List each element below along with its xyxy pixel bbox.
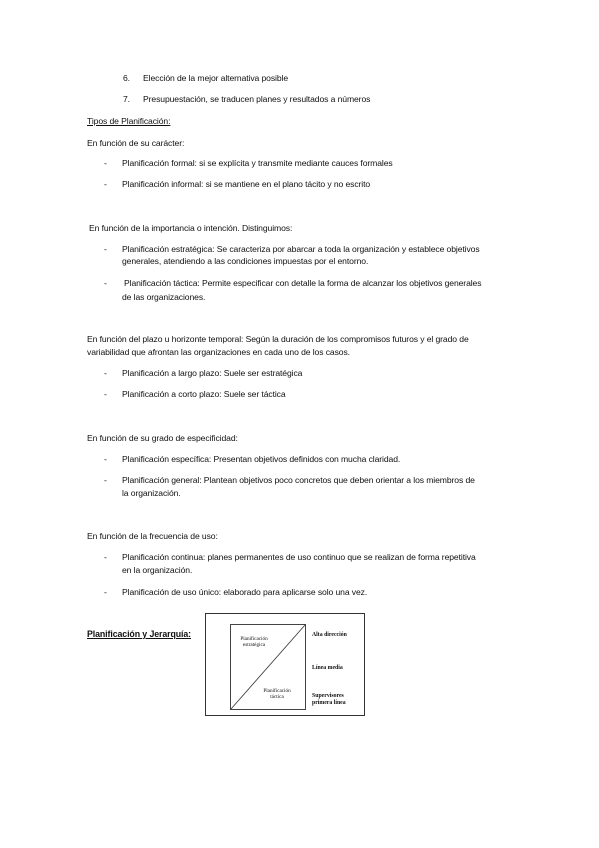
jerarquia-heading: Planificación y Jerarquía:: [87, 629, 191, 639]
bullet-dash: -: [104, 587, 107, 597]
importancia-heading: En función de la importancia o intención. Distinguimos:: [89, 223, 293, 233]
caracter-item-1: Planificación formal: si se explícita y transmite mediante cauces formales: [122, 158, 393, 168]
bullet-dash: -: [104, 552, 107, 562]
especificidad-item-2-line-1: Planificación general: Plantean objetivos poco concretos que deben orientar a los miembros de: [122, 475, 475, 485]
bullet-dash: -: [104, 278, 107, 288]
bullet-dash: -: [104, 244, 107, 254]
bullet-dash: -: [104, 158, 107, 168]
importancia-item-1-line-1: Planificación estratégica: Se caracteriza por abarcar a toda la organización y establece objetivos: [122, 244, 480, 254]
list-number-6: 6.: [123, 73, 130, 83]
plazo-heading-line-1: En función del plazo u horizonte temporal: Según la duración de los compromisos futuros y el grado de: [87, 334, 469, 344]
plazo-item-2: Planificación a corto plazo: Suele ser táctica: [122, 389, 286, 399]
label-tactica-line-1: Planificación: [263, 688, 291, 694]
hierarchy-figure: [205, 613, 365, 716]
importancia-item-2-line-1: Planificación táctica: Permite especificar con detalle la forma de alcanzar los objetivos generales: [124, 278, 482, 288]
bullet-dash: -: [104, 368, 107, 378]
level-alta-direccion: Alta dirección: [312, 632, 347, 638]
level-primera-linea: primera línea: [312, 700, 346, 706]
list-number-7: 7.: [123, 94, 130, 104]
bullet-dash: -: [104, 454, 107, 464]
label-tactica-line-2: táctica: [270, 694, 284, 700]
bullet-dash: -: [104, 179, 107, 189]
label-estrategica-line-1: Planificación: [240, 636, 268, 642]
label-tactica: [258, 688, 296, 700]
bullet-dash: -: [104, 475, 107, 485]
frecuencia-heading: En función de la frecuencia de uso:: [87, 531, 218, 541]
caracter-item-2: Planificación informal: si se mantiene en el plano tácito y no escrito: [122, 179, 371, 189]
frecuencia-item-1-line-2: en la organización.: [122, 565, 193, 575]
especificidad-item-2-line-2: la organización.: [122, 488, 181, 498]
importancia-item-2-line-2: de las organizaciones.: [122, 292, 206, 302]
caracter-heading: En función de su carácter:: [87, 138, 185, 148]
frecuencia-item-1-line-1: Planificación continua: planes permanentes de uso continuo que se realizan de forma repetitiva: [122, 552, 476, 562]
frecuencia-item-2: Planificación de uso único: elaborado para aplicarse solo una vez.: [122, 587, 368, 597]
level-linea-media: Línea media: [312, 665, 343, 671]
list-item-6: Elección de la mejor alternativa posible: [143, 73, 289, 83]
label-estrategica: [234, 636, 274, 648]
plazo-item-1: Planificación a largo plazo: Suele ser estratégica: [122, 368, 303, 378]
importancia-item-1-line-2: generales, atendiendo a las condiciones impuestas por el entorno.: [122, 256, 369, 266]
especificidad-item-1: Planificación específica: Presentan objetivos definidos con mucha claridad.: [122, 454, 401, 464]
list-item-7: Presupuestación, se traducen planes y resultados a números: [143, 94, 371, 104]
label-estrategica-line-2: estratégica: [242, 642, 266, 648]
especificidad-heading: En función de su grado de especificidad:: [87, 433, 238, 443]
tipos-heading: Tipos de Planificación:: [87, 116, 171, 126]
bullet-dash: -: [104, 389, 107, 399]
plazo-heading-line-2: variabilidad que afrontan las organizaciones en cada uno de los casos.: [87, 347, 350, 357]
level-supervisores: Supervisores: [312, 693, 344, 699]
